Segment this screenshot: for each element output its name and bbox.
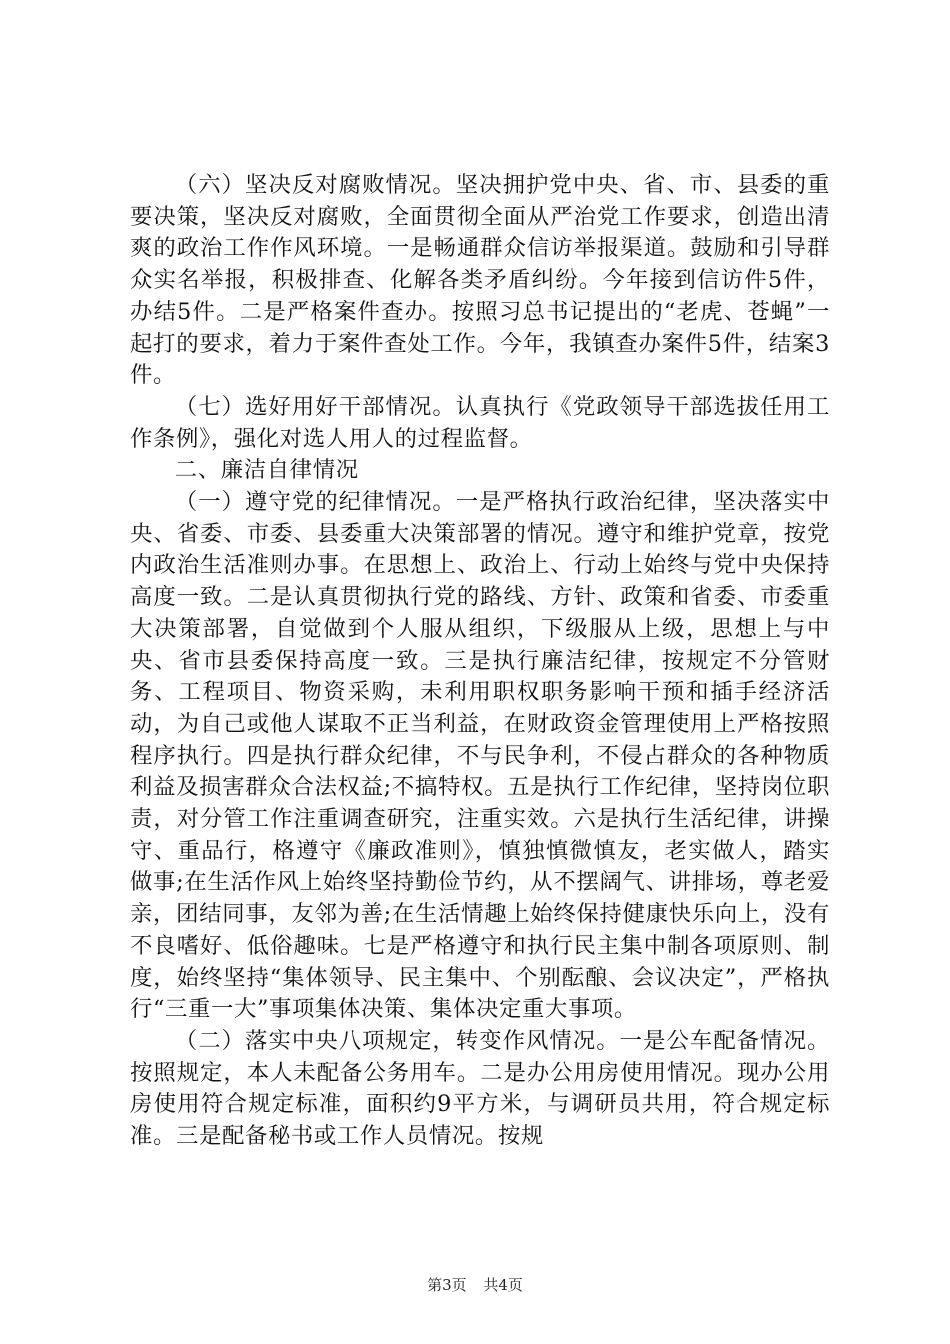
page-number-total: 共4页 xyxy=(483,1276,523,1294)
paragraph-cadre-selection: （七）选好用好干部情况。认真执行《党政领导干部选拔任用工作条例》，强化对选人用人的过程监督。 xyxy=(130,393,830,452)
page-number-current: 第3页 xyxy=(427,1276,467,1294)
page-footer xyxy=(0,1275,950,1295)
section-heading-self-discipline: 二、廉洁自律情况 xyxy=(174,457,359,484)
document-body xyxy=(130,170,830,1153)
paragraph-anti-corruption: （六）坚决反对腐败情况。坚决拥护党中央、省、市、县委的重要决策，坚决反对腐败，全面贯彻全面从严治党工作要求，创造出清爽的政治工作作风环境。一是畅通群众信访举报渠道。鼓励和引导群众实名举报，积极排查、化解各类矛盾纠纷。今年接到信访件5件，办结5件。二是严格案件查办。按照习总书记提出的“老虎、苍蝇”一起打的要求，着力于案件查处工作。今年，我镇查办案件5件，结案3件。 xyxy=(130,172,830,389)
paragraph-party-discipline: （一）遵守党的纪律情况。一是严格执行政治纪律，坚决落实中央、省委、市委、县委重大决策部署的情况。遵守和维护党章，按党内政治生活准则办事。在思想上、政治上、行动上始终与党中央保持高度一致。二是认真贯彻执行党的路线、方针、政策和省委、市委重大决策部署，自觉做到个人服从组织，下级服从上级，思想上与中央、省市县委保持高度一致。三是执行廉洁纪律，按规定不分管财务、工程项目、物资采购，未利用职权职务影响干预和插手经济活动，为自己或他人谋取不正当利益，在财政资金管理使用上严格按照程序执行。四是执行群众纪律，不与民争利，不侵占群众的各种物质利益及损害群众合法权益;不搞特权。五是执行工作纪律，坚持岗位职责，对分管工作注重调查研究，注重实效。六是执行生活纪律，讲操守、重品行，格遵守《廉政准则》，慎独慎微慎友，老实做人，踏实做事;在生活作风上始终坚持勤俭节约，从不摆阔气、讲排场，尊老爱亲，团结同事，友邻为善;在生活情趣上始终保持健康快乐向上，没有不良嗜好、低俗趣味。七是严格遵守和执行民主集中制各项原则、制度，始终坚持“集体领导、民主集中、个别酝酿、会议决定”，严格执行“三重一大”事项集体决策、集体决定重大事项。 xyxy=(130,489,830,1023)
paragraph-eight-rules: （二）落实中央八项规定，转变作风情况。一是公车配备情况。按照规定，本人未配备公务用车。二是办公用房使用情况。现办公用房使用符合规定标准，面积约9平方米，与调研员共用，符合规定标准。三是配备秘书或工作人员情况。按规 xyxy=(130,1027,830,1150)
